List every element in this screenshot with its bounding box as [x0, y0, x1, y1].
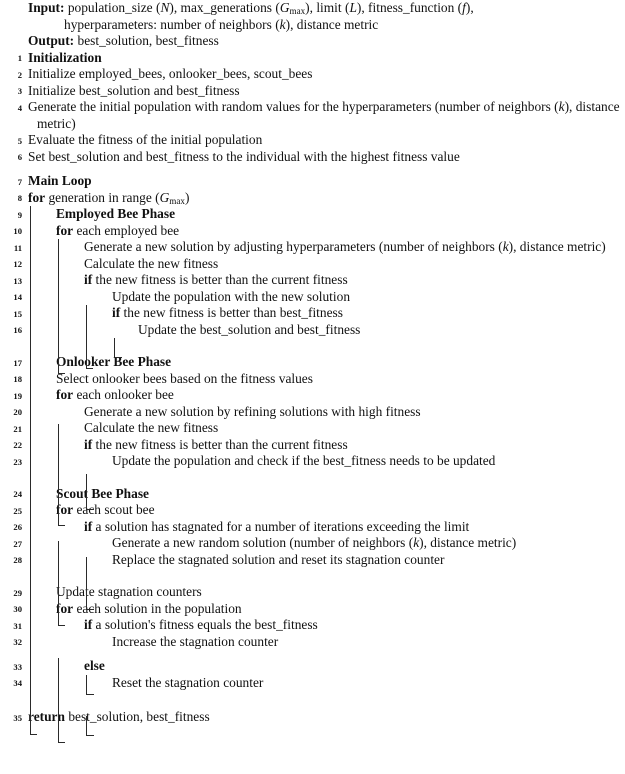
line-text: return best_solution, best_fitness	[28, 709, 210, 724]
line-text: if a solution's fitness equals the best_fitness	[84, 617, 318, 632]
line-32	[0, 634, 625, 651]
algorithm-header	[0, 0, 625, 50]
line-35	[0, 709, 625, 726]
section-heading-onlooker-bee-phase: Onlooker Bee Phase	[56, 354, 172, 369]
line-number: 13	[13, 275, 22, 286]
line-number: 3	[17, 86, 22, 96]
line-number: 24	[13, 489, 22, 499]
line-12	[0, 256, 625, 273]
input-label: Input:	[28, 0, 65, 15]
line-text: else	[84, 658, 105, 673]
line-4	[0, 99, 625, 132]
line-number: 27	[13, 538, 22, 549]
line-number: 8	[17, 193, 22, 203]
line-text: for each employed bee	[56, 222, 180, 238]
line-text: Generate a new solution by refining solutions with high fitness	[84, 403, 421, 419]
line-text: for generation in range $(G_{max})$	[28, 189, 190, 206]
line-text: Initialize best_solution and best_fitness	[28, 82, 240, 98]
line-17	[0, 354, 625, 371]
input-line-1: Input: population_size (N), max_generations $(G_{max})$, limit (L), fitness_function (f),	[28, 0, 474, 16]
line-text: Reset the stagnation counter	[112, 674, 264, 690]
line-27	[0, 535, 625, 552]
line-text: for each scout bee	[56, 502, 155, 517]
line-number: 10	[13, 226, 22, 236]
line-9	[0, 206, 625, 223]
output-label: Output:	[28, 33, 75, 48]
line-29	[0, 584, 625, 601]
line-text: if the new fitness is better than the current fitness	[84, 272, 348, 287]
line-number: 35	[13, 712, 22, 723]
line-1	[0, 50, 625, 67]
line-23	[0, 453, 625, 470]
line-22	[0, 437, 625, 454]
line-number: 30	[13, 604, 22, 614]
line-3	[0, 83, 625, 100]
line-text: Initialization	[28, 49, 102, 65]
line-text: Update the population with the new solution	[112, 288, 351, 304]
line-text: for each solution in the population	[56, 600, 242, 616]
line-33	[0, 658, 625, 675]
line-text: Generate the initial population with random values for the hyperparameters (number of neighbors (k), distance metric)	[28, 99, 620, 131]
line-number: 28	[13, 555, 22, 565]
line-11	[0, 239, 625, 256]
line-text: if a solution has stagnated for a number of iterations exceeding the limit	[84, 518, 470, 534]
line-24	[0, 486, 625, 503]
line-16	[0, 322, 625, 339]
line-25	[0, 502, 625, 519]
line-21	[0, 420, 625, 437]
section-heading-scout-bee-phase: Scout Bee Phase	[56, 485, 149, 501]
line-number: 16	[13, 325, 22, 335]
line-10	[0, 223, 625, 240]
line-19	[0, 387, 625, 404]
line-number: 12	[13, 259, 22, 269]
line-text: if the new fitness is better than best_fitness	[112, 305, 343, 320]
line-number: 33	[13, 661, 22, 672]
line-number: 4	[17, 102, 22, 113]
line-text: Replace the stagnated solution and reset its stagnation counter	[112, 551, 445, 567]
line-7	[0, 173, 625, 190]
line-text: if the new fitness is better than the current fitness	[84, 436, 348, 452]
line-14	[0, 289, 625, 306]
line-number: 17	[13, 357, 22, 368]
output-value: best_solution, best_fitness	[77, 33, 219, 48]
line-number: 23	[13, 456, 22, 467]
line-number: 15	[13, 308, 22, 319]
line-6	[0, 149, 625, 166]
line-18	[0, 371, 625, 388]
line-number: 19	[13, 390, 22, 401]
line-number: 14	[13, 292, 22, 302]
line-text: Update the population and check if the best_fitness needs to be updated	[112, 453, 496, 468]
line-30	[0, 601, 625, 618]
line-text: Generate a new solution by adjusting hyperparameters (number of neighbors (k), distance metric)	[84, 239, 606, 254]
line-text: for each onlooker bee	[56, 387, 174, 402]
line-5	[0, 132, 625, 149]
line-28	[0, 552, 625, 569]
line-13	[0, 272, 625, 289]
line-number: 9	[17, 209, 22, 220]
line-8	[0, 190, 625, 207]
line-text: Evaluate the fitness of the initial population	[28, 132, 263, 147]
line-text: Calculate the new fitness	[84, 420, 219, 435]
line-number: 18	[13, 374, 22, 384]
line-number: 11	[13, 242, 22, 253]
section-heading-employed-bee-phase: Employed Bee Phase	[56, 206, 176, 221]
line-number: 29	[13, 587, 22, 598]
line-number: 31	[13, 620, 22, 631]
input-line-2: hyperparameters: number of neighbors (k), distance metric	[64, 16, 379, 32]
line-text: Set best_solution and best_fitness to the individual with the highest fitness value	[28, 148, 460, 164]
line-number: 5	[17, 135, 22, 146]
line-2	[0, 66, 625, 83]
line-15	[0, 305, 625, 322]
line-20	[0, 404, 625, 421]
line-number: 1	[17, 53, 22, 63]
line-number: 34	[13, 678, 22, 688]
line-number: 32	[13, 637, 22, 647]
line-number: 7	[17, 176, 22, 187]
line-number: 21	[13, 423, 22, 434]
line-number: 25	[13, 505, 22, 516]
line-text: Initialize employed_bees, onlooker_bees, scout_bees	[28, 66, 313, 81]
line-number: 6	[17, 152, 22, 162]
line-number: 26	[13, 522, 22, 532]
line-text: Update stagnation counters	[56, 584, 202, 599]
line-number: 2	[17, 69, 22, 80]
output-line	[28, 33, 619, 50]
line-number: 20	[13, 407, 22, 417]
line-text: Generate a new random solution (number of neighbors (k), distance metric)	[112, 535, 517, 550]
line-number: 22	[13, 440, 22, 450]
line-text: Update the best_solution and best_fitness	[138, 321, 361, 337]
line-26	[0, 519, 625, 536]
line-text: Calculate the new fitness	[84, 255, 219, 271]
line-text: Select onlooker bees based on the fitness values	[56, 370, 313, 386]
line-text: Increase the stagnation counter	[112, 633, 279, 649]
line-34	[0, 675, 625, 692]
line-31	[0, 617, 625, 634]
section-heading-main-loop: Main Loop	[28, 173, 92, 188]
